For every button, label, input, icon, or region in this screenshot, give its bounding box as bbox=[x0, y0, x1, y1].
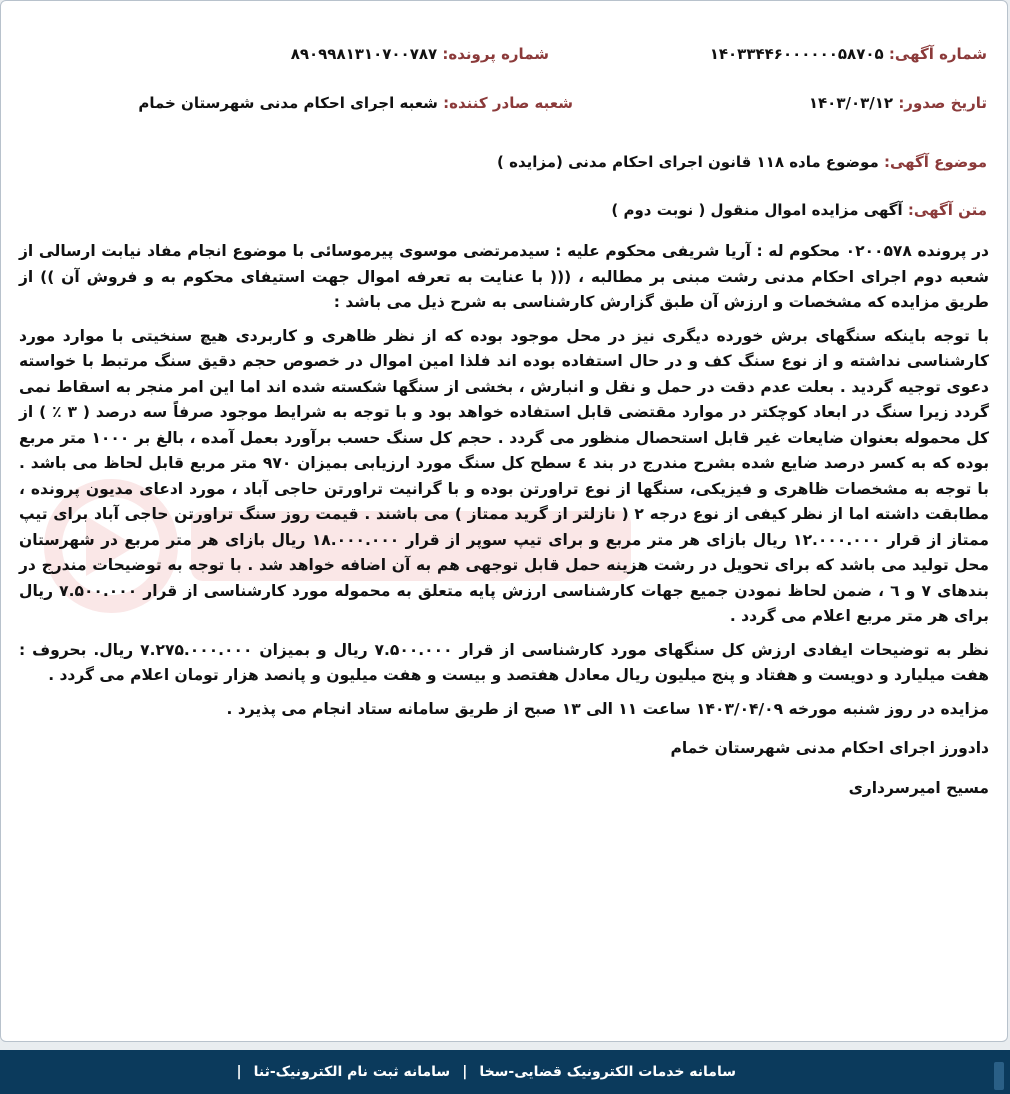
scrollbar-handle[interactable] bbox=[994, 1062, 1004, 1090]
body-paragraph-case: در پرونده ۰۲۰۰۵۷۸ محکوم له : آریا شریفی محکوم علیه : سیدمرتضی موسوی پیرموسائی با موضوع انجام مفاد نیابت ارسالی از شعبه دوم اجرای احکام مدنی رشت مبنی بر مطالبه ، ((( با عنایت به تعرفه اموال جهت استیفای محکوم به و فروش آن )) از طریق مزایده که مشخصات و ارزش آن طبق گزارش کارشناسی به شرح ذیل می باشد : bbox=[19, 242, 989, 311]
text-label: متن آگهی: bbox=[907, 201, 987, 219]
case-number-label: شماره پرونده: bbox=[442, 45, 549, 63]
subject: موضوع ماده ۱۱۸ قانون اجرای احکام مدنی (مزایده ) bbox=[497, 153, 879, 171]
issuer-label: شعبه صادر کننده: bbox=[443, 94, 573, 112]
case-number-row bbox=[291, 45, 549, 63]
notice-body bbox=[19, 239, 989, 809]
case-number: ۸۹۰۹۹۸۱۳۱۰۷۰۰۷۸۷ bbox=[290, 45, 438, 63]
subject-row bbox=[497, 153, 987, 171]
issue-date-label: تاریخ صدور: bbox=[898, 94, 987, 112]
subject-label: موضوع آگهی: bbox=[883, 153, 987, 171]
body-paragraph-appraisal: با توجه باینکه سنگهای برش خورده دیگری نیز در محل موجود بوده که از نظر ظاهری و کاربردی هیچ سنخیتی با موارد مورد کارشناسی نداشته و از نوع سنگ کف و در حال استفاده بوده اند فلذا امین اموال در خصوص حجم دقیق سنگ مرتبط با خواسته دعوی توجیه گردید . بعلت عدم دقت در حمل و نقل و انبارش ، بخشی از سنگها شکسته شده اند اما این امر منجر به اسقاط نمی گردد زیرا سنگ در ابعاد کوچکتر در موارد مقتضی قابل استفاده خواهد بود و با توجه به شرایط موجود صرفاً سه درصد ( ۳ ٪ ) از کل محموله بعنوان ضایعات غیر قابل استحصال منظور می گردد . حجم کل سنگ حسب برآورد بعمل آمده ، بالغ بر ۱۰۰۰ متر مربع بوده که به کسر درصد ضایع شده بشرح مندرج در بند ٤ سطح کل سنگ مورد ارزیابی بمیزان ۹۷۰ متر مربع قابل لحاظ می باشد . با توجه به مشخصات ظاهری و فیزیکی، سنگها از نوع تراورتن بوده و با گرانیت تراورتن حاجی آباد ، مورد ادعای مدیون پرونده ، مطابقت داشته اما از نظر کیفی از نوع درجه ۲ ( نازلتر از گرید ممتاز ) می باشند . قیمت روز سنگ تراورتن حاجی آباد برای تیپ ممتاز از قرار ۱۲.۰۰۰.۰۰۰ ریال بازای هر متر مربع و برای تیپ سوپر از قرار ۱۸.۰۰۰.۰۰۰ ریال بازای هر متر مربع در شهرستان محل تولید می باشد که برای تحویل در رشت هزینه حمل قابل توجهی هم به آن اضافه خواهد شد . با توجه به توضیحات مندرج در بندهای ۷ و ٦ ، ضمن لحاظ نمودن جمیع جهات کارشناسی ارزش پایه متعلق به محموله مورد کارشناسی از قرار ۷.۵۰۰.۰۰۰ ریال برای هر متر مربع اعلام می گردد . bbox=[19, 326, 990, 625]
footer-link-sakha[interactable]: سامانه خدمات الکترونیک قضایی-سخا bbox=[479, 1064, 736, 1080]
footer-bar bbox=[0, 1050, 1010, 1094]
signatory-name: مسیح امیرسرداری bbox=[848, 778, 989, 797]
notice-number-label: شماره آگهی: bbox=[888, 45, 987, 63]
issuer-row bbox=[138, 94, 573, 112]
notice-number-row bbox=[710, 45, 987, 63]
issue-date-row bbox=[809, 94, 987, 112]
issuer: شعبه اجرای احکام مدنی شهرستان خمام bbox=[138, 94, 438, 112]
footer-separator-end: | bbox=[236, 1064, 242, 1080]
footer-separator: | bbox=[462, 1064, 468, 1080]
text-title: آگهی مزایده اموال منقول ( نوبت دوم ) bbox=[611, 201, 903, 219]
issue-date: ۱۴۰۳/۰۳/۱۲ bbox=[808, 94, 894, 112]
footer-link-sana[interactable]: سامانه ثبت نام الکترونیک-ثنا bbox=[253, 1064, 451, 1080]
signatory-title: دادورز اجرای احکام مدنی شهرستان خمام bbox=[670, 739, 989, 757]
body-paragraph-total-value: نظر به توضیحات ایفادی ارزش کل سنگهای مورد کارشناسی از قرار ۷.۵۰۰.۰۰۰ ریال و بمیزان ۷.۲۷۵.۰۰۰.۰۰۰ ریال. بحروف : هفت میلیارد و دویست و هفتاد و پنج میلیون ریال معادل هفتصد و بیست و هفت میلیون و پانصد هزار تومان اعلام می گردد . bbox=[19, 640, 989, 684]
body-paragraph-auction-date: مزایده در روز شنبه مورخه ۱۴۰۳/۰۴/۰۹ ساعت ۱۱ الی ۱۳ صبح از طریق سامانه ستاد انجام می پذیرد . bbox=[226, 699, 989, 718]
text-title-row bbox=[611, 201, 987, 219]
notice-number: ۱۴۰۳۳۴۴۶۰۰۰۰۰۰۵۸۷۰۵ bbox=[709, 45, 884, 63]
